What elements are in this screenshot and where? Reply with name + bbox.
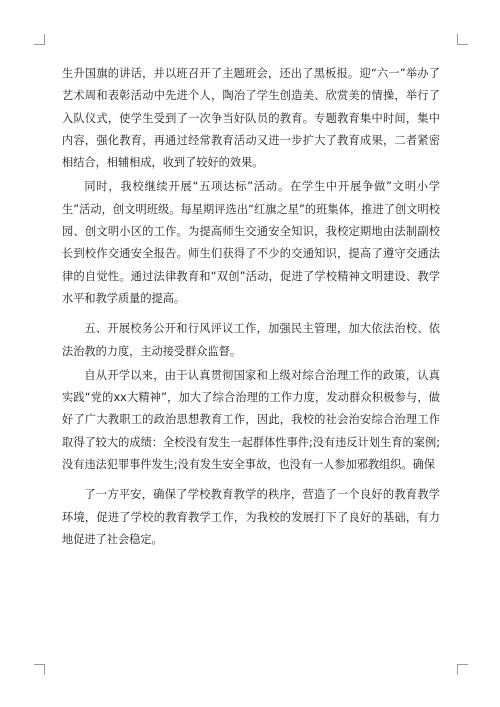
crop-mark-top-left — [34, 34, 45, 45]
crop-mark-top-right — [457, 34, 468, 45]
crop-mark-bottom-right — [457, 664, 468, 675]
paragraph-2: 同时，我校继续开展“五项达标”活动。在学生中开展争做”文明小学生”活动，创文明班级。每星期评选出“红旗之星”的班集体，推进了创文明校园、创文明小区的工作。为提高师生交通安全知识，我校定期地由法制副校长到校作交通安全报告。师生们获得了不少的交通知识，提高了遵守交通法律的自觉性。通过法律教育和“双创”活动，促进了学校精神文明建设、教学水平和教学质量的提高。 — [62, 180, 440, 305]
paragraph-3: 五、开展校务公开和行风评议工作，加强民主管理，加大依法治校、依法治教的力度，主动接受群众监督。 — [62, 322, 440, 358]
document-body — [62, 63, 440, 559]
crop-mark-bottom-left — [34, 664, 45, 675]
paragraph-5: 了一方平安，确保了学校教育教学的秩序，营造了一个良好的教育教学环境，促进了学校的教育教学工作，为我校的发展打下了良好的基础，有力地促进了社会稳定。 — [62, 488, 440, 546]
paragraph-1: 生升国旗的讲话，并以班召开了主题班会，还出了黑板报。迎“六一”举办了艺术周和表彰活动中先进个人，陶冶了学生创造美、欣赏美的情操，举行了入队仪式，使学生受到了一次争当好队员的教育。专题教育集中时间，集中内容，强化教育，再通过经常教育活动又进一步扩大了教育成果，二者紧密相结合，相辅相成，收到了较好的效果。 — [62, 67, 440, 170]
paragraph-4: 自从开学以来，由于认真贯彻国家和上级对综合治理工作的政策，认真实践“党的xx大精神”，加大了综合治理的工作力度，发动群众积极参与，做好了广大教职工的政治思想教育工作，因此，我校的社会治安综合治理工作取得了较大的成绩：全校没有发生一起群体性事件;没有违反计划生育的案例;没有违法犯罪事件发生;没有发生安全事故，也没有一人参加邪教组织。确保 — [62, 368, 440, 472]
